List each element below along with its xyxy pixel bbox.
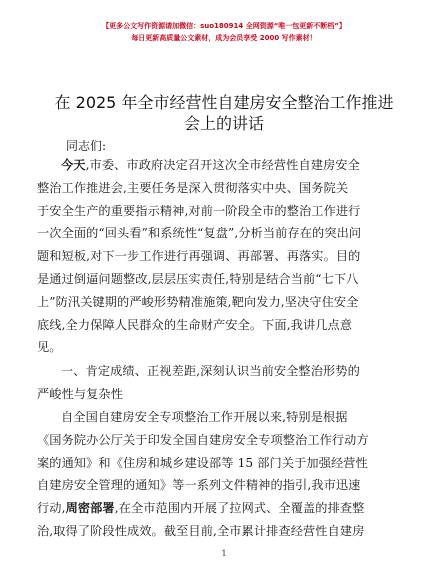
page-number: 1 — [221, 549, 227, 558]
bold-lead-text: 今天 — [61, 158, 86, 172]
body-paragraph — [37, 406, 417, 543]
bold-emphasis-text: 周密部署 — [65, 501, 115, 516]
line-text: 行动, — [37, 501, 66, 516]
paragraph-line: 底线,全力保障人民群众的生命财产安全。下面,我讲几点意 — [37, 317, 353, 332]
paragraph-line: 自建房安全管理的通知》等一系列文件精神的指引,我市迅速 — [37, 478, 361, 493]
paragraph-line: 一次全面的“回头看”和系统性“复盘”,分析当前存在的突出问 — [37, 226, 362, 241]
document-title-line1: 在 2025 年全市经营性自建房安全整治工作推进 — [54, 93, 394, 112]
paragraph-line: 见。 — [37, 340, 62, 355]
heading-line: 一、肯定成绩、正视差距,深刻认识当前安全整治形势的 — [61, 364, 360, 378]
line-text: ,在全市范围内开展了拉网式、全覆盖的排查整 — [114, 501, 365, 516]
paragraph-line — [37, 497, 417, 520]
document-title-line2: 会上的讲话 — [183, 114, 264, 133]
paragraph-line: 整治工作推进会,主要任务是深入贯彻落实中央、国务院关 — [37, 180, 349, 195]
paragraph-line: 上”防汛关键期的严峻形势精准施策,靶向发力,坚决守住安全 — [37, 294, 359, 309]
line-text: ,市委、市政府决定召开这次全市经营性自建房安全 — [85, 158, 360, 172]
paragraph-line: 《国务院办公厅关于印发全国自建房安全专项整治工作行动方 — [37, 432, 369, 447]
promo-banner-line2: 每日更新高质量公文素材，成为会员享受 2000 写作素材！ — [131, 34, 317, 42]
greeting: 同志们: — [66, 139, 107, 153]
paragraph-line: 是通过倒逼问题整改,层层压实责任,特别是结合当前“七下八 — [37, 271, 359, 286]
paragraph-line: 案的通知》和《住房和城乡建设部等 15 部门关于加强经营性 — [37, 455, 368, 470]
intro-paragraph — [37, 154, 417, 359]
section-heading — [37, 360, 417, 406]
paragraph-line: 于安全生产的重要指示精神,对前一阶段全市的整治工作进行 — [37, 203, 361, 218]
paragraph-line: 题和短板,对下一步工作进行再强调、再部署、再落实。目的 — [37, 249, 361, 264]
paragraph-line: 自全国自建房安全专项整治工作开展以来,特别是根据 — [61, 410, 348, 424]
paragraph-line: 治,取得了阶段性成效。截至目前,全市累计排查经营性自建房 — [37, 523, 365, 538]
heading-line: 严峻性与复杂性 — [37, 386, 124, 401]
paragraph-line — [37, 154, 417, 177]
promo-banner-line1: 【更多公文写作资源请加微信：suo180914 全网资源“唯一包更新不断档”】 — [102, 22, 346, 30]
